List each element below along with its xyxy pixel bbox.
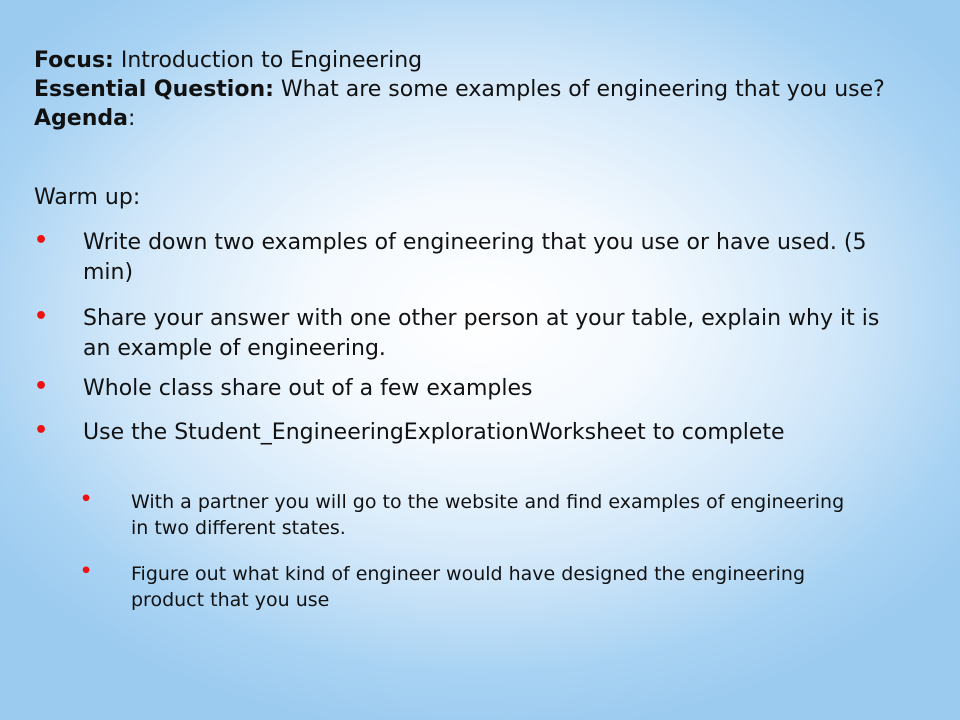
sub-bullet-icon: • xyxy=(80,488,93,510)
bullet-text: Write down two examples of engineering that you use or have used. (5 min) xyxy=(83,230,867,285)
essential-question-label: Essential Question: xyxy=(34,77,274,102)
bullet-text: Whole class share out of a few examples xyxy=(83,376,533,401)
bullet-text: Use the Student_EngineeringExplorationWorksheet to complete xyxy=(83,420,785,445)
agenda-colon: : xyxy=(127,106,136,131)
agenda-line xyxy=(34,104,914,133)
bullet-icon: • xyxy=(34,374,49,399)
sub-bullet-text: With a partner you will go to the website and find examples of engineering in two different states. xyxy=(131,491,845,539)
agenda-label: Agenda xyxy=(34,106,128,131)
bullet-text: Share your answer with one other person at your table, explain why it is an example of engineering. xyxy=(83,306,880,361)
bullet-icon: • xyxy=(34,228,49,253)
focus-line xyxy=(34,46,914,75)
focus-text: Introduction to Engineering xyxy=(113,48,423,73)
sub-bullet-text: Figure out what kind of engineer would have designed the engineering product that you use xyxy=(131,563,806,611)
essential-question-text: What are some examples of engineering that you use? xyxy=(273,77,885,102)
essential-question-line xyxy=(34,75,914,104)
bullet-icon: • xyxy=(34,418,49,443)
warm-up-heading: Warm up: xyxy=(34,185,141,210)
bullet-icon: • xyxy=(34,304,49,329)
sub-bullet-icon: • xyxy=(80,560,93,582)
slide-header xyxy=(34,46,914,133)
focus-label: Focus: xyxy=(34,48,114,73)
